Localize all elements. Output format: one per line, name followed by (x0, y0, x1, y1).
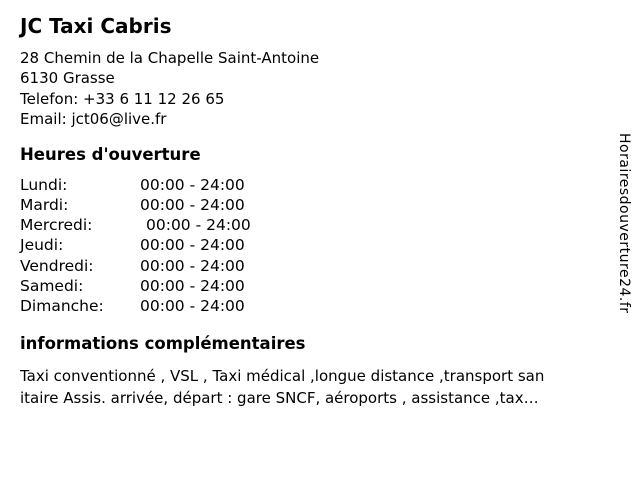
day-label: Dimanche: (20, 296, 104, 315)
day-label: Samedi: (20, 276, 84, 295)
hours-value: 00:00 - 24:00 (140, 196, 245, 215)
phone-line: Telefon: +33 6 11 12 26 65 (20, 89, 225, 108)
additional-info-line-2: itaire Assis. arrivée, départ : gare SNCF, aéroports , assistance ,tax… (20, 388, 539, 407)
business-name: JC Taxi Cabris (20, 14, 172, 38)
site-watermark: Horairesdouverture24.fr (616, 133, 632, 314)
day-label: Mercredi: (20, 216, 93, 235)
business-contact-block (20, 48, 620, 129)
address-city: 6130 Grasse (20, 69, 115, 88)
hours-value: 00:00 - 24:00 (140, 236, 245, 255)
hours-row-friday (20, 256, 620, 276)
hours-value: 00:00 - 24:00 (140, 276, 245, 295)
additional-info-text (20, 366, 620, 410)
opening-hours-heading: Heures d'ouverture (20, 145, 201, 165)
hours-value: 00:00 - 24:00 (146, 216, 251, 235)
hours-row-saturday (20, 276, 620, 296)
additional-info-line-1: Taxi conventionné , VSL , Taxi médical ,longue distance ,transport san (20, 366, 545, 385)
opening-hours-table (20, 175, 620, 316)
hours-row-wednesday (20, 215, 620, 235)
hours-row-tuesday (20, 195, 620, 215)
day-label: Mardi: (20, 196, 69, 215)
hours-value: 00:00 - 24:00 (140, 256, 245, 275)
day-label: Jeudi: (20, 236, 64, 255)
day-label: Vendredi: (20, 256, 94, 275)
email-line: Email: jct06@live.fr (20, 109, 167, 128)
hours-row-thursday (20, 235, 620, 255)
additional-info-heading: informations complémentaires (20, 333, 306, 353)
hours-value: 00:00 - 24:00 (140, 296, 245, 315)
hours-row-sunday (20, 296, 620, 316)
day-label: Lundi: (20, 176, 68, 195)
address-street: 28 Chemin de la Chapelle Saint-Antoine (20, 49, 320, 67)
hours-row-monday (20, 175, 620, 195)
hours-value: 00:00 - 24:00 (140, 176, 245, 195)
